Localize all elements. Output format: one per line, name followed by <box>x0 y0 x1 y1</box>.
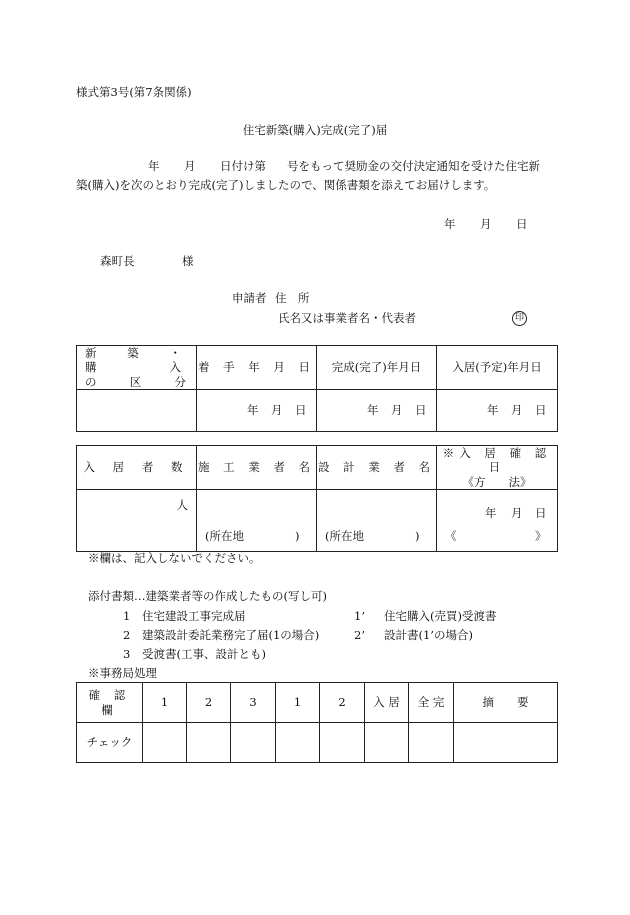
office-header-1a: 1 <box>143 683 187 723</box>
move-in-date-cell[interactable]: 年 月 日 <box>437 390 558 432</box>
applicant-name-label: 氏名又は事業者名・代表者 <box>278 311 416 325</box>
office-header-3a: 3 <box>231 683 276 723</box>
seal-icon: 印 <box>512 311 527 326</box>
office-header-2a: 2 <box>187 683 231 723</box>
applicant-address-label: 住 所 <box>275 291 310 305</box>
office-header-completed: 全 完 <box>409 683 454 723</box>
office-header-1b: 1 <box>276 683 320 723</box>
move-in-date-header: 入居(予定)年月日 <box>437 346 558 390</box>
designer-cell[interactable]: (所在地 ) <box>317 490 437 552</box>
check-cell <box>409 723 454 763</box>
form-title: 住宅新築(購入)完成(完了)届 <box>242 123 388 137</box>
category-cell[interactable] <box>77 390 197 432</box>
applicant-label: 申請者 <box>232 291 267 305</box>
check-cell <box>454 723 558 763</box>
start-date-cell[interactable]: 年 月 日 <box>197 390 317 432</box>
office-header-remarks: 摘 要 <box>454 683 558 723</box>
residents-count-cell[interactable]: 人 <box>77 490 197 552</box>
confirm-column-header: 確 認 欄 <box>77 683 143 723</box>
addressee-suffix: 様 <box>182 254 194 268</box>
check-row-label: チェック <box>77 723 143 763</box>
completion-date-cell[interactable]: 年 月 日 <box>317 390 437 432</box>
check-cell <box>187 723 231 763</box>
check-cell <box>365 723 409 763</box>
confirm-date-header: ※入 居 確 認 日 《方 法》 <box>437 446 558 490</box>
check-cell <box>231 723 276 763</box>
seal-mark <box>512 311 527 326</box>
note-text: ※欄は、記入しないでください。 <box>88 551 261 565</box>
office-header-2b: 2 <box>320 683 365 723</box>
start-date-header: 着 手 年 月 日 <box>197 346 317 390</box>
check-cell <box>276 723 320 763</box>
contractor-cell[interactable]: (所在地 ) <box>197 490 317 552</box>
office-heading: ※事務局処理 <box>88 666 157 680</box>
addressee-name: 森町長 <box>100 254 135 268</box>
contractor-header: 施 工 業 者 名 <box>197 446 317 490</box>
body-line-2: 築(購入)を次のとおり完成(完了)しましたので、関係書類を添えてお届けします。 <box>76 178 496 192</box>
designer-header: 設 計 業 者 名 <box>317 446 437 490</box>
category-header: 新 築 ・ 購 入 の 区 分 <box>77 346 197 390</box>
check-cell <box>320 723 365 763</box>
office-header-move-in: 入 居 <box>365 683 409 723</box>
attachments-heading: 添付書類…建築業者等の作成したもの(写し可) <box>88 589 327 603</box>
construction-dates-table <box>76 345 558 432</box>
office-processing-table <box>76 682 558 763</box>
check-cell <box>143 723 187 763</box>
form-number: 様式第3号(第7条関係) <box>76 85 192 99</box>
confirm-date-cell: 年 月 日 《 》 <box>437 490 558 552</box>
residents-count-header: 入 居 者 数 <box>77 446 197 490</box>
residents-table <box>76 445 558 552</box>
form-page: 様式第3号(第7条関係) 住宅新築(購入)完成(完了)届 年 月 日付け第 号をもって奨励金の交付決定通知を受けた住宅新 築(購入)を次のとおり完成(完了)しましたので、関係書類を添えてお届けします。 年 月 日 森町長 様 申請者 住 所 氏名又は事業者名・代表者 印 新 築 ・ 購 入 の 区 分 着 手 年 月 日 完成(完了)年月日 入居(予定)年月日 年 月 日 年 月 日 年 月 日 入 居 者 数 施 工 業 者 名 設 計 業 者 名 ※入 居 確 認 日 《方 法》 人 (所在地 ) (所在地 ) 年 月 日 《 》 ※欄は、記入しないでください。 添付書類…建築業者等の作成したもの(写し可) 1 住宅建設工事完成届 1’ 住宅購入(売買)受渡書 2 建築設計委託業務完了届(1の場合) 2’ 設計書(1’の場合) 3 受渡書(工事、設計とも) ※事務局処理 確 認 欄 1 2 3 1 2 入 居 全 完 摘 要 チェック <box>0 0 630 915</box>
completion-date-header: 完成(完了)年月日 <box>317 346 437 390</box>
